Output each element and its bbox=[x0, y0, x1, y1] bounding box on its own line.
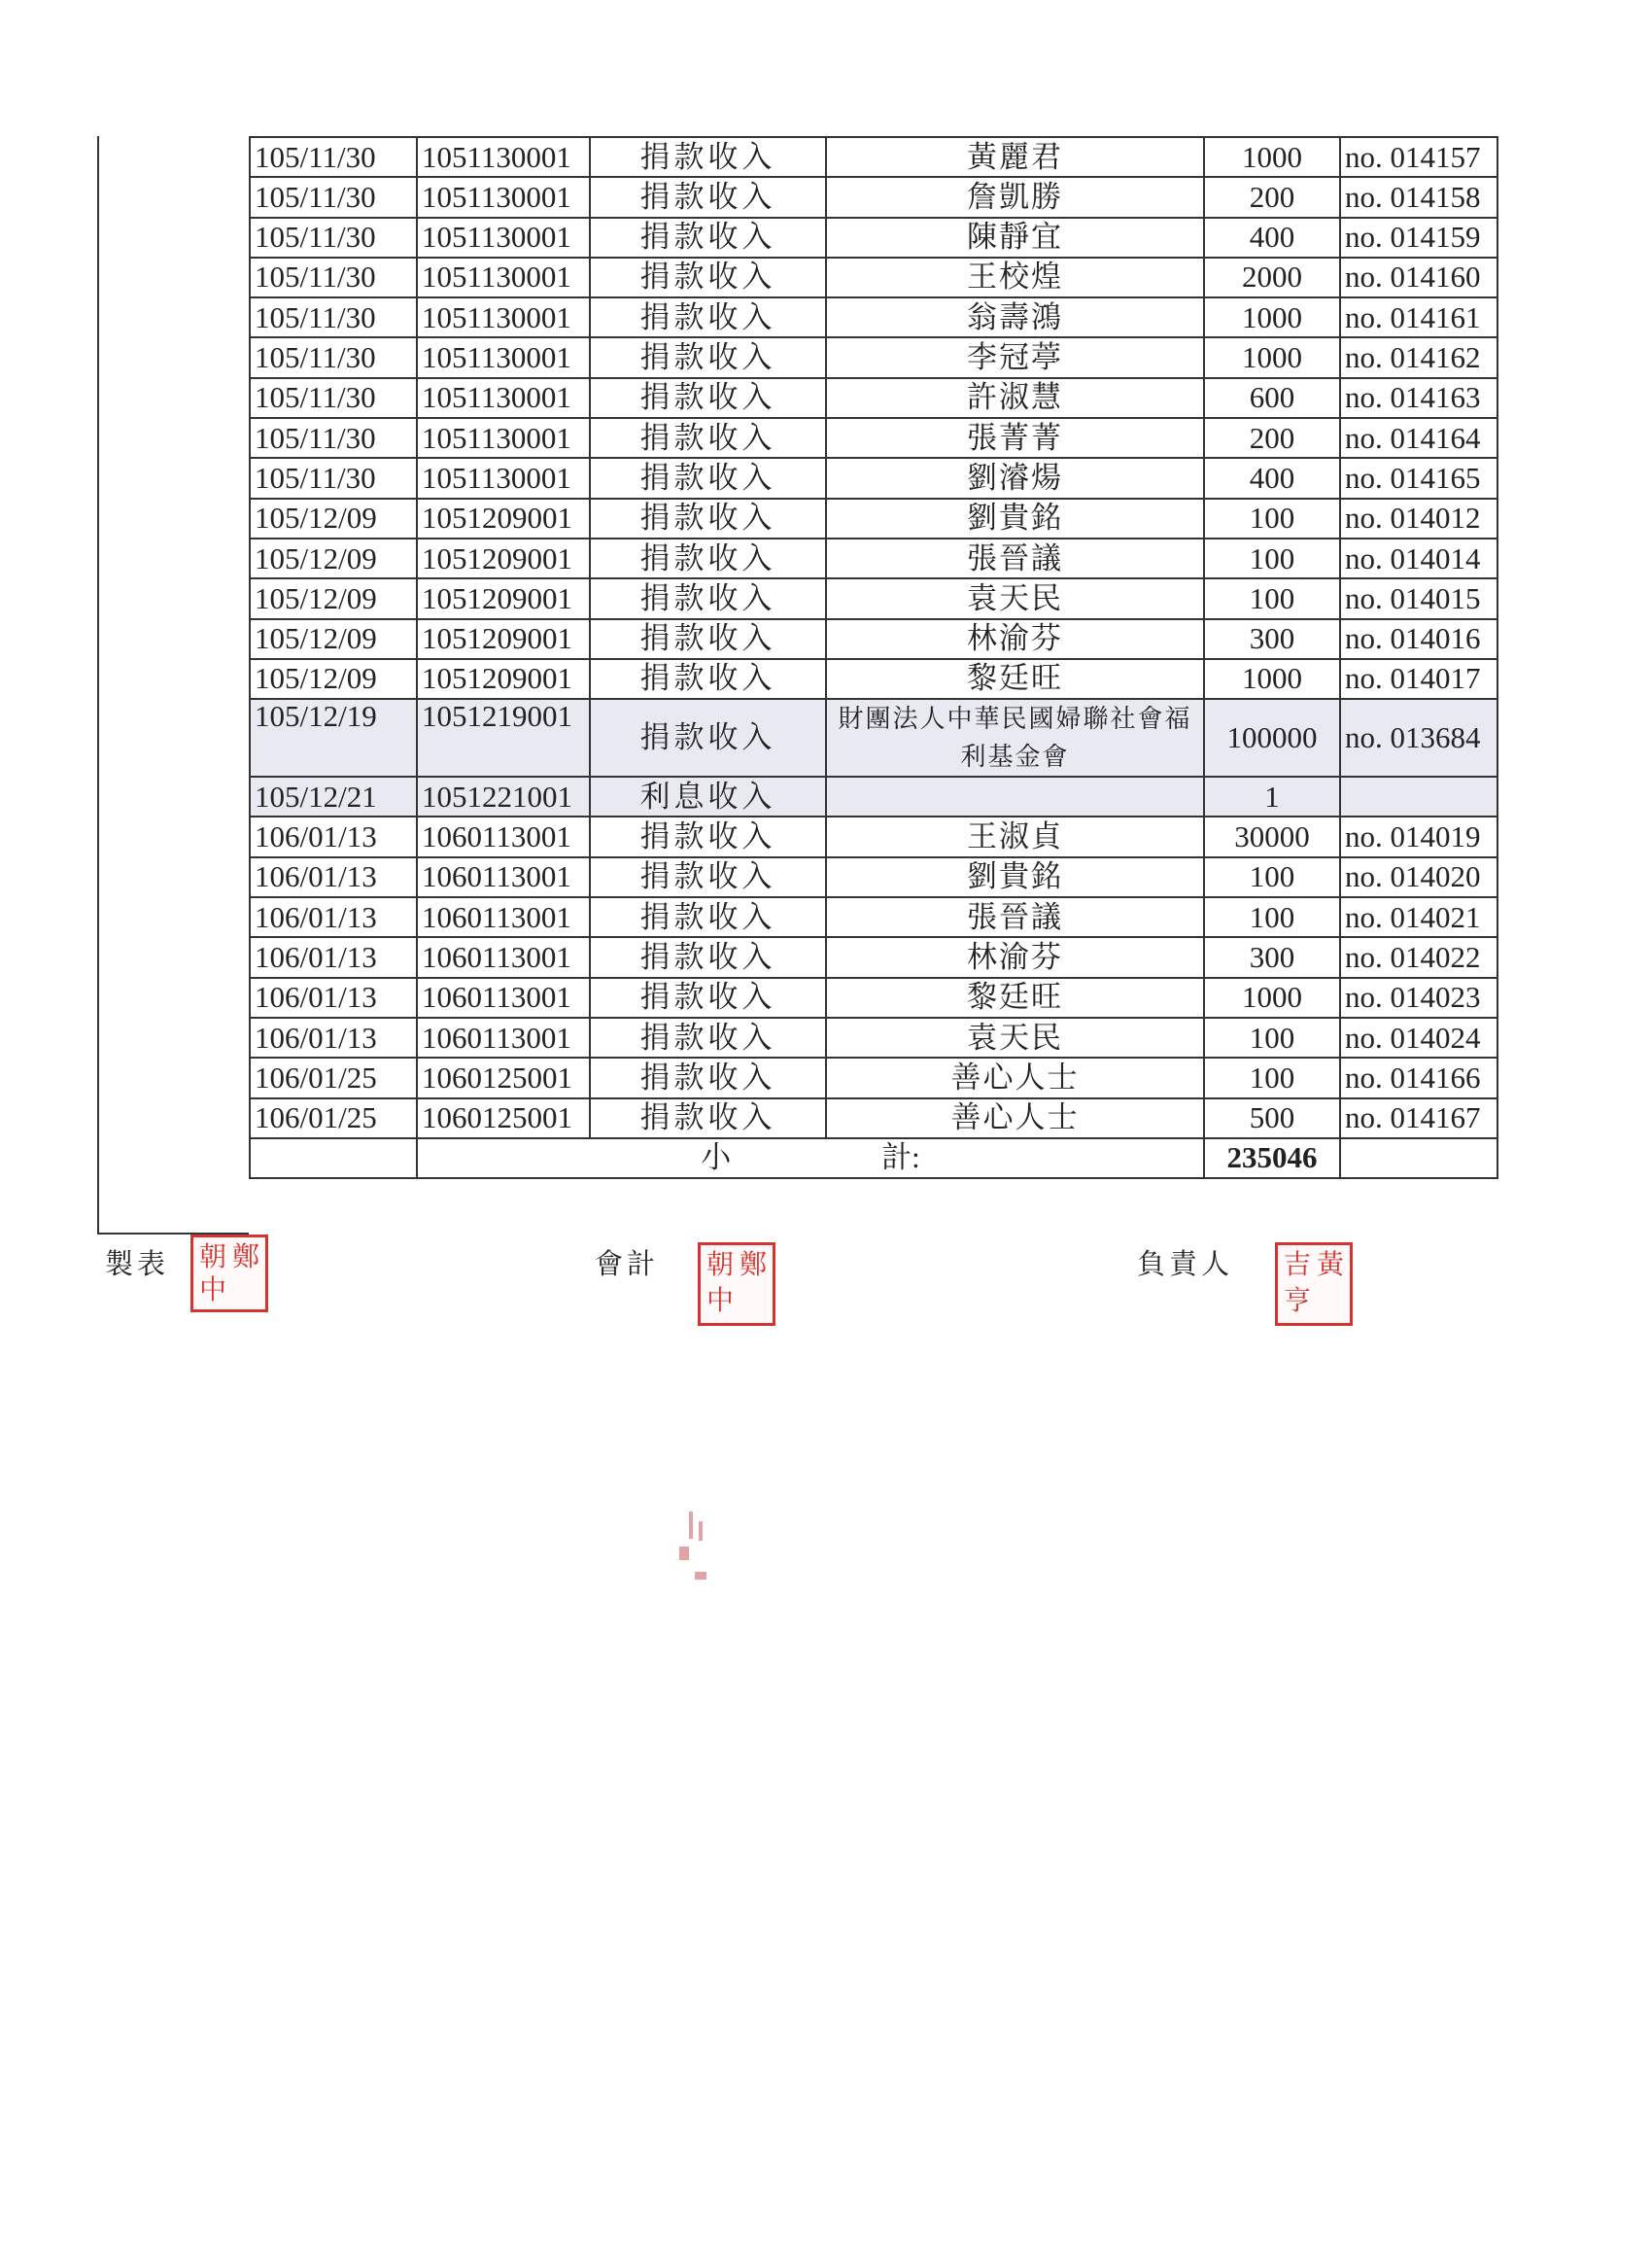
date-cell: 106/01/25 bbox=[250, 1058, 417, 1097]
receipt-no-cell: no. 014165 bbox=[1340, 458, 1497, 498]
amount-cell: 300 bbox=[1204, 619, 1340, 659]
voucher-cell: 1060113001 bbox=[417, 1018, 590, 1058]
item-cell: 捐款收入 bbox=[590, 817, 826, 856]
amount-cell: 100 bbox=[1204, 539, 1340, 578]
date-cell: 106/01/13 bbox=[250, 817, 417, 856]
donor-name-cell: 黃麗君 bbox=[826, 137, 1204, 177]
voucher-cell: 1051209001 bbox=[417, 539, 590, 578]
item-cell: 捐款收入 bbox=[590, 1018, 826, 1058]
amount-cell: 100 bbox=[1204, 897, 1340, 937]
amount-cell: 1000 bbox=[1204, 659, 1340, 699]
donor-name-cell: 劉濬煬 bbox=[826, 458, 1204, 498]
seal-char bbox=[1314, 1284, 1347, 1320]
receipt-no-cell: no. 014159 bbox=[1340, 218, 1497, 258]
amount-cell: 100 bbox=[1204, 1058, 1340, 1097]
table-row bbox=[250, 857, 1497, 897]
voucher-cell: 1051209001 bbox=[417, 499, 590, 539]
receipt-no-cell: no. 014162 bbox=[1340, 337, 1497, 377]
voucher-cell: 1060125001 bbox=[417, 1058, 590, 1097]
date-cell: 106/01/13 bbox=[250, 897, 417, 937]
item-cell: 捐款收入 bbox=[590, 258, 826, 297]
donor-name-cell: 黎廷旺 bbox=[826, 978, 1204, 1018]
prepared-by-label: 製表 bbox=[105, 1247, 170, 1280]
voucher-cell: 1051130001 bbox=[417, 177, 590, 217]
voucher-cell: 1051130001 bbox=[417, 258, 590, 297]
date-cell: 106/01/13 bbox=[250, 937, 417, 977]
voucher-cell: 1051130001 bbox=[417, 418, 590, 458]
receipt-no-cell: no. 014166 bbox=[1340, 1058, 1497, 1097]
faint-stamp-marks bbox=[675, 1512, 714, 1599]
table-row bbox=[250, 258, 1497, 297]
date-cell: 105/12/21 bbox=[250, 777, 417, 817]
item-cell: 捐款收入 bbox=[590, 1058, 826, 1097]
voucher-cell: 1060113001 bbox=[417, 978, 590, 1018]
donor-name-cell: 財團法人中華民國婦聯社會福利基金會 bbox=[826, 699, 1204, 777]
donor-name-cell: 許淑慧 bbox=[826, 378, 1204, 418]
donor-name-cell: 黎廷旺 bbox=[826, 659, 1204, 699]
item-cell: 捐款收入 bbox=[590, 177, 826, 217]
receipt-no-cell: no. 014017 bbox=[1340, 659, 1497, 699]
table-row bbox=[250, 978, 1497, 1018]
amount-cell: 200 bbox=[1204, 177, 1340, 217]
table-row bbox=[250, 137, 1497, 177]
date-cell: 105/11/30 bbox=[250, 218, 417, 258]
seal-char bbox=[737, 1284, 770, 1320]
donation-ledger-table bbox=[249, 136, 1498, 1179]
receipt-no-cell: no. 014160 bbox=[1340, 258, 1497, 297]
voucher-cell: 1051219001 bbox=[417, 699, 590, 777]
donor-name-cell: 詹凱勝 bbox=[826, 177, 1204, 217]
seal-char: 鄭 bbox=[231, 1240, 259, 1272]
donor-name-cell: 袁天民 bbox=[826, 578, 1204, 618]
item-cell: 捐款收入 bbox=[590, 337, 826, 377]
date-cell: 105/11/30 bbox=[250, 418, 417, 458]
voucher-cell: 1051130001 bbox=[417, 378, 590, 418]
seal-char: 黃 bbox=[1316, 1248, 1344, 1280]
amount-cell: 1000 bbox=[1204, 297, 1340, 337]
receipt-no-cell: no. 014158 bbox=[1340, 177, 1497, 217]
subtotal-receipt-blank bbox=[1340, 1138, 1497, 1178]
voucher-cell: 1051209001 bbox=[417, 659, 590, 699]
donor-name-cell: 張菁菁 bbox=[826, 418, 1204, 458]
seal-char bbox=[229, 1273, 262, 1306]
voucher-cell: 1060113001 bbox=[417, 897, 590, 937]
date-cell: 105/12/09 bbox=[250, 578, 417, 618]
item-cell: 捐款收入 bbox=[590, 1098, 826, 1138]
table-row bbox=[250, 777, 1497, 817]
receipt-no-cell: no. 014023 bbox=[1340, 978, 1497, 1018]
table-row bbox=[250, 218, 1497, 258]
receipt-no-cell: no. 014163 bbox=[1340, 378, 1497, 418]
seal-char: 中 bbox=[706, 1284, 734, 1316]
item-cell: 捐款收入 bbox=[590, 137, 826, 177]
date-cell: 105/11/30 bbox=[250, 458, 417, 498]
date-cell: 105/12/09 bbox=[250, 659, 417, 699]
table-row bbox=[250, 539, 1497, 578]
date-cell: 105/12/09 bbox=[250, 499, 417, 539]
receipt-no-cell: no. 014019 bbox=[1340, 817, 1497, 856]
receipt-no-cell: no. 014157 bbox=[1340, 137, 1497, 177]
table-row bbox=[250, 578, 1497, 618]
subtotal-row bbox=[250, 1138, 1497, 1178]
item-cell: 捐款收入 bbox=[590, 218, 826, 258]
receipt-no-cell: no. 014020 bbox=[1340, 857, 1497, 897]
amount-cell: 400 bbox=[1204, 458, 1340, 498]
amount-cell: 600 bbox=[1204, 378, 1340, 418]
amount-cell: 100 bbox=[1204, 1018, 1340, 1058]
table-row bbox=[250, 458, 1497, 498]
date-cell: 106/01/13 bbox=[250, 1018, 417, 1058]
date-cell: 106/01/13 bbox=[250, 978, 417, 1018]
table-row bbox=[250, 1058, 1497, 1097]
ledger-body bbox=[250, 137, 1497, 1138]
table-row bbox=[250, 297, 1497, 337]
date-cell: 105/12/09 bbox=[250, 539, 417, 578]
item-cell: 捐款收入 bbox=[590, 699, 826, 777]
amount-cell: 200 bbox=[1204, 418, 1340, 458]
donor-name-cell: 張晉議 bbox=[826, 897, 1204, 937]
donor-name-cell: 袁天民 bbox=[826, 1018, 1204, 1058]
table-row bbox=[250, 699, 1497, 777]
seal-char: 鄭 bbox=[739, 1248, 767, 1280]
item-cell: 捐款收入 bbox=[590, 619, 826, 659]
receipt-no-cell bbox=[1340, 777, 1497, 817]
item-cell: 捐款收入 bbox=[590, 659, 826, 699]
amount-cell: 30000 bbox=[1204, 817, 1340, 856]
accountant-seal bbox=[698, 1242, 775, 1326]
amount-cell: 100 bbox=[1204, 499, 1340, 539]
receipt-no-cell: no. 014022 bbox=[1340, 937, 1497, 977]
donor-name-cell: 王校煌 bbox=[826, 258, 1204, 297]
receipt-no-cell: no. 014012 bbox=[1340, 499, 1497, 539]
date-cell: 105/11/30 bbox=[250, 378, 417, 418]
item-cell: 利息收入 bbox=[590, 777, 826, 817]
receipt-no-cell: no. 014014 bbox=[1340, 539, 1497, 578]
amount-cell: 100 bbox=[1204, 578, 1340, 618]
item-cell: 捐款收入 bbox=[590, 458, 826, 498]
responsible-label: 負責人 bbox=[1137, 1247, 1234, 1280]
seal-char: 吉 bbox=[1283, 1248, 1311, 1280]
amount-cell: 1000 bbox=[1204, 978, 1340, 1018]
donor-name-cell: 林渝芬 bbox=[826, 619, 1204, 659]
table-row bbox=[250, 937, 1497, 977]
item-cell: 捐款收入 bbox=[590, 857, 826, 897]
table-row bbox=[250, 337, 1497, 377]
voucher-cell: 1051130001 bbox=[417, 137, 590, 177]
date-cell: 105/11/30 bbox=[250, 337, 417, 377]
receipt-no-cell: no. 014167 bbox=[1340, 1098, 1497, 1138]
donor-name-cell: 王淑貞 bbox=[826, 817, 1204, 856]
item-cell: 捐款收入 bbox=[590, 499, 826, 539]
voucher-cell: 1060113001 bbox=[417, 857, 590, 897]
amount-cell: 100 bbox=[1204, 857, 1340, 897]
donor-name-cell: 善心人士 bbox=[826, 1058, 1204, 1097]
voucher-cell: 1051209001 bbox=[417, 578, 590, 618]
table-row bbox=[250, 897, 1497, 937]
donor-name-cell: 翁壽鴻 bbox=[826, 297, 1204, 337]
donor-name-cell: 劉貴銘 bbox=[826, 499, 1204, 539]
subtotal-blank bbox=[250, 1138, 417, 1178]
item-cell: 捐款收入 bbox=[590, 937, 826, 977]
amount-cell: 1 bbox=[1204, 777, 1340, 817]
date-cell: 105/11/30 bbox=[250, 258, 417, 297]
table-row bbox=[250, 499, 1497, 539]
preparer-seal bbox=[190, 1235, 268, 1312]
receipt-no-cell: no. 014024 bbox=[1340, 1018, 1497, 1058]
table-row bbox=[250, 378, 1497, 418]
seal-char: 朝 bbox=[198, 1240, 226, 1272]
voucher-cell: 1051130001 bbox=[417, 337, 590, 377]
receipt-no-cell: no. 014015 bbox=[1340, 578, 1497, 618]
date-cell: 106/01/13 bbox=[250, 857, 417, 897]
receipt-no-cell: no. 013684 bbox=[1340, 699, 1497, 777]
table-row bbox=[250, 659, 1497, 699]
date-cell: 105/11/30 bbox=[250, 177, 417, 217]
voucher-cell: 1060125001 bbox=[417, 1098, 590, 1138]
voucher-cell: 1051130001 bbox=[417, 218, 590, 258]
donor-name-cell: 林渝芬 bbox=[826, 937, 1204, 977]
donor-name-cell: 劉貴銘 bbox=[826, 857, 1204, 897]
table-row bbox=[250, 1018, 1497, 1058]
date-cell: 105/11/30 bbox=[250, 137, 417, 177]
accountant-label: 會計 bbox=[595, 1247, 660, 1280]
donor-name-cell: 善心人士 bbox=[826, 1098, 1204, 1138]
amount-cell: 1000 bbox=[1204, 137, 1340, 177]
voucher-cell: 1060113001 bbox=[417, 817, 590, 856]
donor-name-cell: 李冠葶 bbox=[826, 337, 1204, 377]
receipt-no-cell: no. 014016 bbox=[1340, 619, 1497, 659]
amount-cell: 100000 bbox=[1204, 699, 1340, 777]
table-row bbox=[250, 619, 1497, 659]
date-cell: 105/12/09 bbox=[250, 619, 417, 659]
seal-char: 亨 bbox=[1283, 1284, 1311, 1316]
ledger-left-frame bbox=[97, 136, 99, 1235]
amount-cell: 400 bbox=[1204, 218, 1340, 258]
item-cell: 捐款收入 bbox=[590, 378, 826, 418]
seal-char: 中 bbox=[198, 1273, 226, 1305]
date-cell: 105/11/30 bbox=[250, 297, 417, 337]
donor-name-cell bbox=[826, 777, 1204, 817]
receipt-no-cell: no. 014021 bbox=[1340, 897, 1497, 937]
seal-char: 朝 bbox=[706, 1248, 734, 1280]
subtotal-amount: 235046 bbox=[1204, 1138, 1340, 1178]
item-cell: 捐款收入 bbox=[590, 978, 826, 1018]
donor-name-cell: 張晉議 bbox=[826, 539, 1204, 578]
item-cell: 捐款收入 bbox=[590, 578, 826, 618]
item-cell: 捐款收入 bbox=[590, 897, 826, 937]
voucher-cell: 1060113001 bbox=[417, 937, 590, 977]
item-cell: 捐款收入 bbox=[590, 539, 826, 578]
item-cell: 捐款收入 bbox=[590, 297, 826, 337]
date-cell: 106/01/25 bbox=[250, 1098, 417, 1138]
amount-cell: 300 bbox=[1204, 937, 1340, 977]
table-row bbox=[250, 817, 1497, 856]
receipt-no-cell: no. 014161 bbox=[1340, 297, 1497, 337]
responsible-seal bbox=[1275, 1242, 1353, 1326]
donor-name-cell: 陳靜宜 bbox=[826, 218, 1204, 258]
receipt-no-cell: no. 014164 bbox=[1340, 418, 1497, 458]
subtotal-label: 小 計: bbox=[417, 1138, 1204, 1178]
item-cell: 捐款收入 bbox=[590, 418, 826, 458]
amount-cell: 500 bbox=[1204, 1098, 1340, 1138]
voucher-cell: 1051221001 bbox=[417, 777, 590, 817]
voucher-cell: 1051209001 bbox=[417, 619, 590, 659]
table-row bbox=[250, 418, 1497, 458]
amount-cell: 1000 bbox=[1204, 337, 1340, 377]
table-row bbox=[250, 177, 1497, 217]
amount-cell: 2000 bbox=[1204, 258, 1340, 297]
table-row bbox=[250, 1098, 1497, 1138]
voucher-cell: 1051130001 bbox=[417, 458, 590, 498]
date-cell: 105/12/19 bbox=[250, 699, 417, 777]
voucher-cell: 1051130001 bbox=[417, 297, 590, 337]
